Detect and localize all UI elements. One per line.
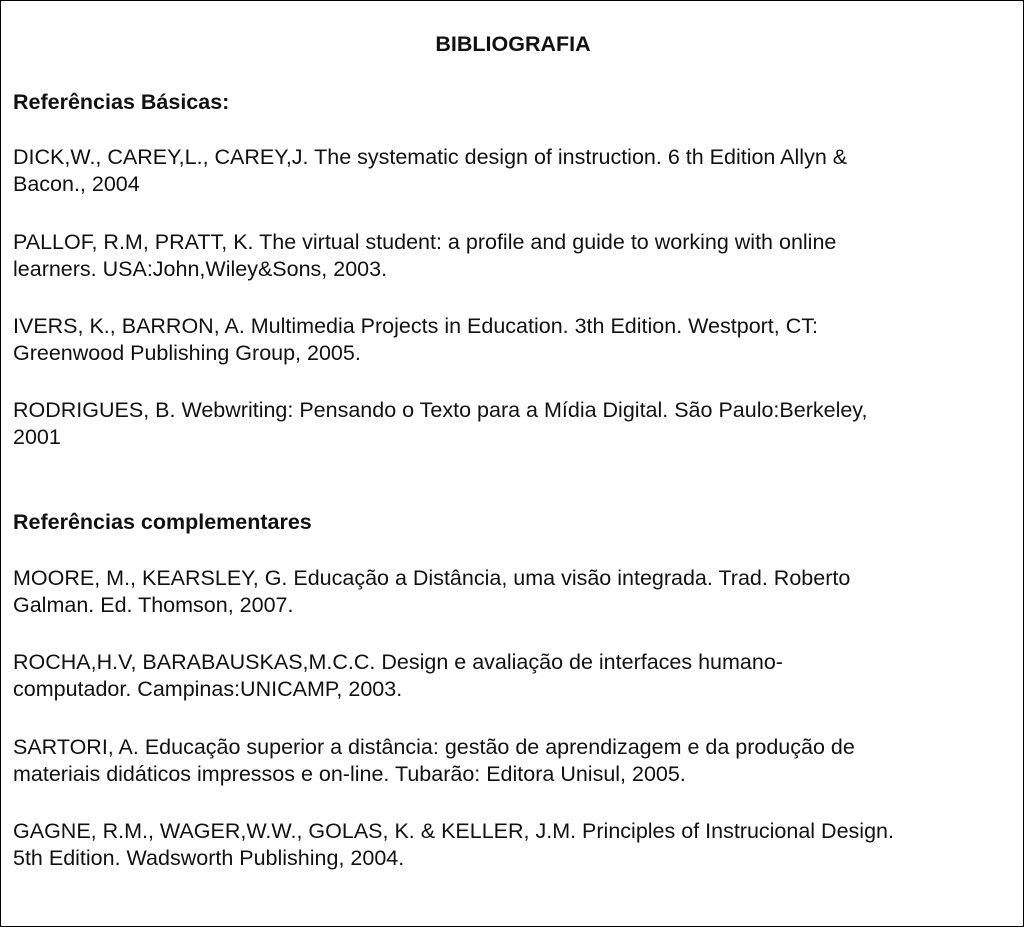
reference-line: IVERS, K., BARRON, A. Multimedia Projects in Education. 3th Edition. Westport, CT: — [13, 314, 818, 338]
reference-entry — [13, 565, 1018, 619]
reference-line: ROCHA,H.V, BARABAUSKAS,M.C.C. Design e avaliação de interfaces humano- — [13, 650, 783, 674]
reference-line: computador. Campinas:UNICAMP, 2003. — [13, 677, 403, 701]
reference-line: SARTORI, A. Educação superior a distância: gestão de aprendizagem e da produção de — [13, 735, 855, 759]
reference-line: GAGNE, R.M., WAGER,W.W., GOLAS, K. & KELLER, J.M. Principles of Instrucional Design. — [13, 819, 894, 843]
reference-entry — [13, 734, 1018, 788]
reference-entry — [13, 649, 1018, 703]
page-title: BIBLIOGRAFIA — [435, 32, 591, 56]
reference-line: Greenwood Publishing Group, 2005. — [13, 341, 361, 365]
reference-line: MOORE, M., KEARSLEY, G. Educação a Distância, uma visão integrada. Trad. Roberto — [13, 566, 851, 590]
reference-line: learners. USA:John,Wiley&Sons, 2003. — [13, 257, 388, 281]
reference-line: 5th Edition. Wadsworth Publishing, 2004. — [13, 846, 405, 870]
reference-entry — [13, 397, 1018, 451]
section-heading-basic: Referências Básicas: — [13, 90, 230, 114]
reference-entry — [13, 313, 1018, 367]
reference-line: Bacon., 2004 — [13, 172, 140, 196]
reference-entry — [13, 229, 1018, 283]
reference-line: materiais didáticos impressos e on-line. Tubarão: Editora Unisul, 2005. — [13, 762, 686, 786]
reference-line: Galman. Ed. Thomson, 2007. — [13, 593, 294, 617]
reference-entry — [13, 818, 1018, 872]
reference-line: PALLOF, R.M, PRATT, K. The virtual student: a profile and guide to working with online — [13, 230, 837, 254]
section-heading-complementary: Referências complementares — [13, 510, 312, 534]
reference-entry — [13, 144, 1018, 198]
reference-line: 2001 — [13, 425, 61, 449]
reference-line: DICK,W., CAREY,L., CAREY,J. The systematic design of instruction. 6 th Edition Allyn & — [13, 145, 848, 169]
reference-line: RODRIGUES, B. Webwriting: Pensando o Texto para a Mídia Digital. São Paulo:Berkeley, — [13, 398, 868, 422]
